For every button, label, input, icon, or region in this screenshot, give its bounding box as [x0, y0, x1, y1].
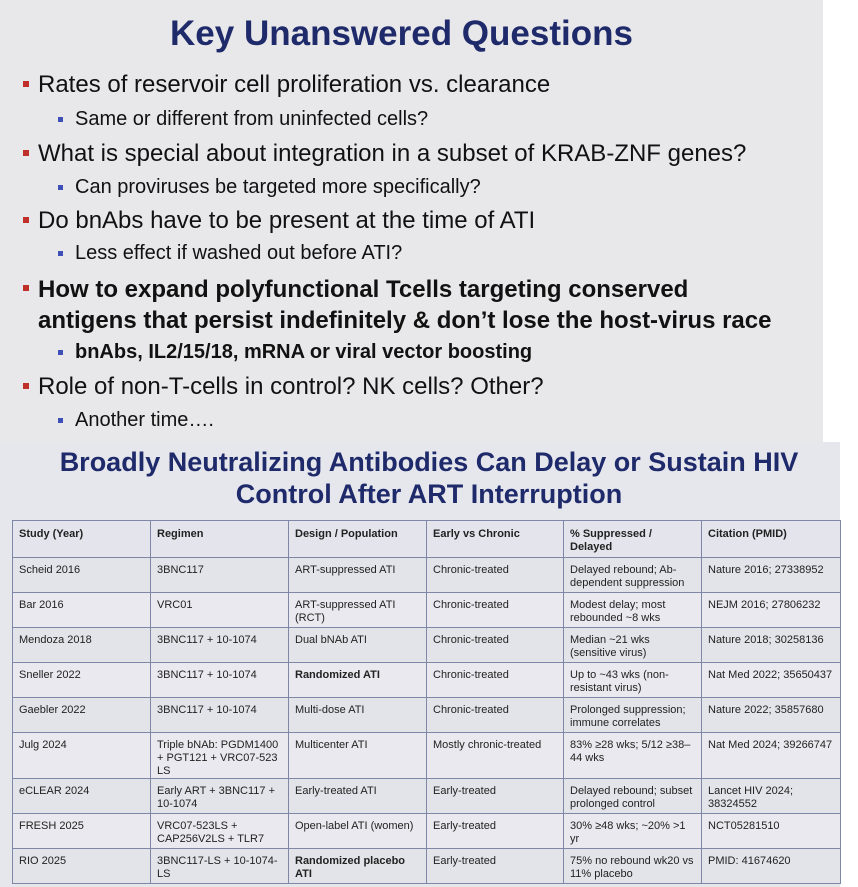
sub-text: Can proviruses be targeted more specifically? [75, 176, 481, 198]
table-cell: Delayed rebound; Ab-dependent suppression [564, 558, 702, 593]
table-cell: 3BNC117 + 10-1074 [151, 698, 289, 733]
table-cell: Early-treated ATI [289, 779, 427, 814]
square-bullet-icon [58, 251, 63, 256]
table-cell: ART-suppressed ATI [289, 558, 427, 593]
table-cell: Bar 2016 [13, 593, 151, 628]
question-text-line1: How to expand polyfunctional Tcells targeting conserved [38, 276, 689, 303]
table-cell: 3BNC117 + 10-1074 [151, 663, 289, 698]
table-title-line1: Broadly Neutralizing Antibodies Can Delay or Sustain HIV [59, 447, 799, 477]
square-bullet-icon [23, 285, 29, 291]
square-bullet-icon [58, 117, 63, 122]
table-cell: 3BNC117 + 10-1074 [151, 628, 289, 663]
square-bullet-icon [23, 383, 29, 389]
table-cell: Delayed rebound; subset prolonged control [564, 779, 702, 814]
square-bullet-icon [23, 217, 29, 223]
sub-text: bnAbs, IL2/15/18, mRNA or viral vector boosting [75, 341, 533, 363]
sub-bullet [75, 409, 214, 432]
table-title-line2: Control After ART Interruption [235, 479, 623, 509]
table-cell: Chronic-treated [427, 593, 564, 628]
table-row [13, 698, 841, 733]
table-cell: Open-label ATI (women) [289, 814, 427, 849]
column-header: Study (Year) [13, 521, 151, 558]
question-bullet [38, 373, 544, 401]
slide-title: Key Unanswered Questions [170, 14, 633, 53]
square-bullet-icon [58, 185, 63, 190]
bnab-studies-table [12, 520, 841, 884]
table-cell: NCT05281510 [702, 814, 841, 849]
table-row [13, 779, 841, 814]
sub-bullet [75, 108, 428, 131]
table-row [13, 663, 841, 698]
table-title [0, 446, 858, 510]
question-bullet [38, 140, 746, 168]
table-cell: Prolonged suppression; immune correlates [564, 698, 702, 733]
table-cell: Nature 2022; 35857680 [702, 698, 841, 733]
table-cell: Modest delay; most rebounded ~8 wks [564, 593, 702, 628]
table-row [13, 628, 841, 663]
question-text-line2: antigens that persist indefinitely & don’t lose the host-virus race [38, 307, 772, 334]
table-cell: Randomized placebo ATI [289, 849, 427, 884]
table-cell: Early-treated [427, 849, 564, 884]
table-cell: 75% no rebound wk20 vs 11% placebo [564, 849, 702, 884]
table-cell: VRC07-523LS + CAP256V2LS + TLR7 [151, 814, 289, 849]
table-cell: Mostly chronic-treated [427, 733, 564, 779]
table-cell: PMID: 41674620 [702, 849, 841, 884]
table-cell: Up to ~43 wks (non-resistant virus) [564, 663, 702, 698]
table-cell: Randomized ATI [289, 663, 427, 698]
table-row [13, 849, 841, 884]
column-header: Citation (PMID) [702, 521, 841, 558]
table-cell: 30% ≥48 wks; ~20% >1 yr [564, 814, 702, 849]
square-bullet-icon [23, 150, 29, 156]
table-cell: Chronic-treated [427, 698, 564, 733]
table-cell: Gaebler 2022 [13, 698, 151, 733]
table-cell: Nature 2018; 30258136 [702, 628, 841, 663]
table-cell: Chronic-treated [427, 663, 564, 698]
column-header: Design / Population [289, 521, 427, 558]
table-cell: Nature 2016; 27338952 [702, 558, 841, 593]
table-cell: Dual bNAb ATI [289, 628, 427, 663]
table-cell: 3BNC117-LS + 10-1074-LS [151, 849, 289, 884]
table-cell: VRC01 [151, 593, 289, 628]
table-cell: Lancet HIV 2024; 38324552 [702, 779, 841, 814]
question-bullet [38, 207, 535, 235]
table-cell: Median ~21 wks (sensitive virus) [564, 628, 702, 663]
column-header: Regimen [151, 521, 289, 558]
table-cell: Early-treated [427, 779, 564, 814]
table-cell: Multi-dose ATI [289, 698, 427, 733]
table-cell: Mendoza 2018 [13, 628, 151, 663]
table-cell: Early ART + 3BNC117 + 10-1074 [151, 779, 289, 814]
table-cell: Nat Med 2024; 39266747 [702, 733, 841, 779]
table-cell: Multicenter ATI [289, 733, 427, 779]
sub-bullet [75, 176, 481, 199]
question-bullet [38, 71, 550, 99]
table-cell: Triple bNAb: PGDM1400 + PGT121 + VRC07-523 LS [151, 733, 289, 779]
question-text: What is special about integration in a subset of KRAB-ZNF genes? [38, 140, 747, 167]
table-cell: Nat Med 2022; 35650437 [702, 663, 841, 698]
column-header: Early vs Chronic [427, 521, 564, 558]
square-bullet-icon [23, 81, 29, 87]
table-cell: Sneller 2022 [13, 663, 151, 698]
table-cell: Chronic-treated [427, 558, 564, 593]
question-text: Rates of reservoir cell proliferation vs. clearance [38, 71, 551, 98]
square-bullet-icon [58, 350, 63, 355]
column-header: % Suppressed / Delayed [564, 521, 702, 558]
table-cell: RIO 2025 [13, 849, 151, 884]
table-cell: Chronic-treated [427, 628, 564, 663]
table-header-row [13, 521, 841, 558]
table-cell: ART-suppressed ATI (RCT) [289, 593, 427, 628]
table-cell: Scheid 2016 [13, 558, 151, 593]
table-row [13, 558, 841, 593]
question-bullet [38, 274, 771, 336]
table-cell: FRESH 2025 [13, 814, 151, 849]
sub-text: Another time…. [75, 409, 214, 431]
table-cell: 3BNC117 [151, 558, 289, 593]
question-text: Role of non-T-cells in control? NK cells? Other? [38, 373, 544, 400]
table-row [13, 733, 841, 779]
table-cell: eCLEAR 2024 [13, 779, 151, 814]
table-cell: Julg 2024 [13, 733, 151, 779]
table-cell: NEJM 2016; 27806232 [702, 593, 841, 628]
sub-text: Same or different from uninfected cells? [75, 108, 429, 130]
sub-bullet [75, 341, 532, 364]
square-bullet-icon [58, 418, 63, 423]
table-row [13, 814, 841, 849]
question-text: Do bnAbs have to be present at the time of ATI [38, 207, 536, 234]
table-cell: 83% ≥28 wks; 5/12 ≥38–44 wks [564, 733, 702, 779]
table-row [13, 593, 841, 628]
sub-text: Less effect if washed out before ATI? [75, 242, 403, 264]
sub-bullet [75, 242, 402, 265]
table-cell: Early-treated [427, 814, 564, 849]
